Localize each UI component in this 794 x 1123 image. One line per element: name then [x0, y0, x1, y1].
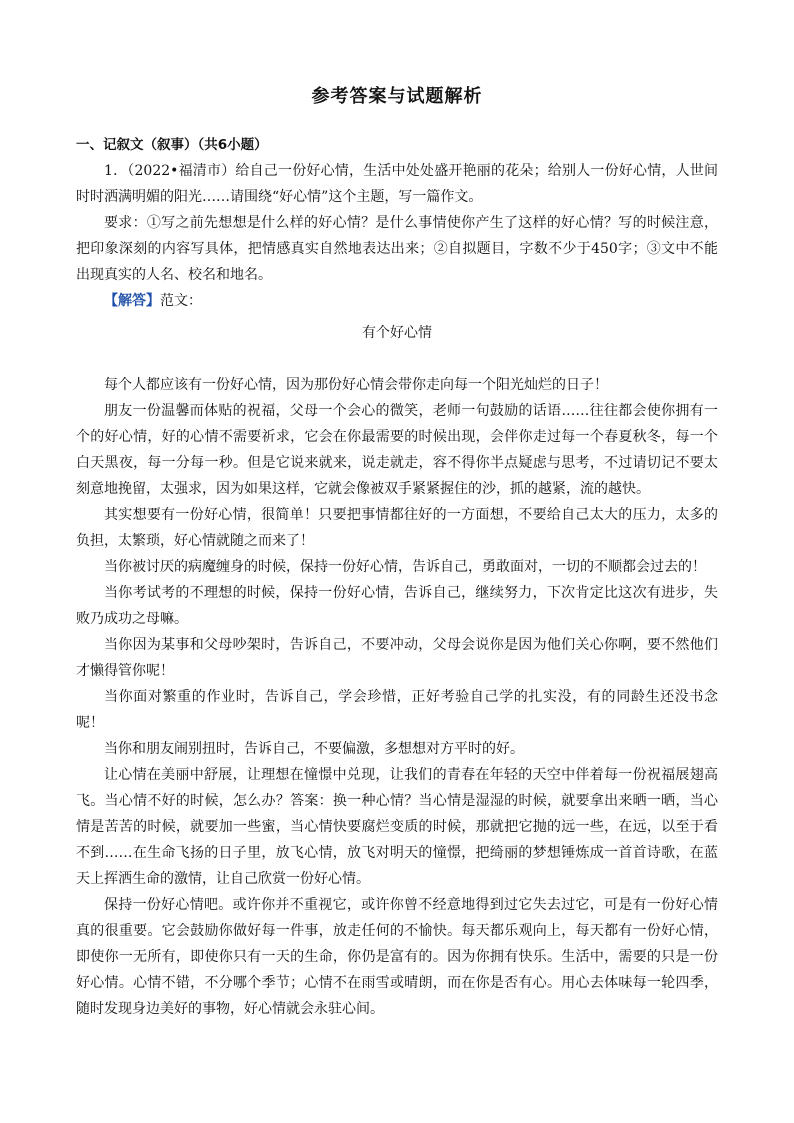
document-title: 参考答案与试题解析 — [311, 86, 483, 107]
requirement-text: 要求：①写之前先想想是什么样的好心情？是什么事情使你产生了这样的好心情？写的时候注意，把印象深刻的内容写具体，把情感真实自然地表达出来；②自拟题目，字数不少于450字；③文中不能出现真实的人名、校名和地名。 — [76, 215, 718, 283]
essay-paragraph: 当你面对繁重的作业时，告诉自己，学会珍惜，正好考验自己学的扎实没，有的同龄生还没书念呢！ — [76, 689, 718, 731]
essay-paragraph: 当你因为某事和父母吵架时，告诉自己，不要冲动，父母会说你是因为他们关心你啊，要不然他们才懒得管你呢！ — [76, 637, 718, 679]
essay-paragraph: 每个人都应该有一份好心情，因为那份好心情会带你走向每一个阳光灿烂的日子！ — [104, 377, 608, 393]
essay-paragraph: 朋友一份温馨而体贴的祝福，父母一个会心的微笑，老师一句鼓励的话语……往往都会使你拥有一个的好心情，好的心情不需要祈求，它会在你最需要的时候出现，会伴你走过每一个春夏秋冬，每一个白天黑夜，每一分每一秒。但是它说来就来，说走就走，容不得你半点疑虑与思考，不过请切记不要太刻意地挽留，太强求，因为如果这样，它就会像被双手紧紧握住的沙，抓的越紧，流的越快。 — [76, 403, 718, 497]
essay-paragraph: 保持一份好心情吧。或许你并不重视它，或许你曾不经意地得到过它失去过它，可是有一份好心情真的很重要。它会鼓励你做好每一件事，放走任何的不愉快。每天都乐观向上，每天都有一份好心情，即使你一无所有，即使你只有一天的生命，你仍是富有的。因为你拥有快乐。生活中，需要的只是一份好心情。心情不错，不分哪个季节；心情不在雨雪或晴朗，而在你是否有心。用心去体味每一轮四季，随时发现身边美好的事物，好心情就会永驻心间。 — [76, 897, 718, 1017]
essay-paragraph: 当你考试考的不理想的时候，保持一份好心情，告诉自己，继续努力，下次肯定比这次有进步，失败乃成功之母嘛。 — [76, 585, 718, 627]
section-heading: 一、记叙文（叙事）（共6小题） — [76, 137, 268, 153]
question-text: 1．（2022•福清市）给自己一份好心情，生活中处处盛开艳丽的花朵；给别人一份好心情，人世间时时洒满明媚的阳光……请围绕“好心情”这个主题，写一篇作文。 — [76, 163, 718, 205]
essay-title: 有个好心情 — [362, 325, 432, 341]
essay-paragraph: 当你被讨厌的病魔缠身的时候，保持一份好心情，告诉自己，勇敢面对，一切的不顺都会过去的！ — [104, 559, 706, 575]
essay-paragraph: 其实想要有一份好心情，很简单！只要把事情都往好的一方面想，不要给自己太大的压力，太多的负担，太繁琐，好心情就随之而来了！ — [76, 507, 718, 549]
essay-paragraph: 当你和朋友闹别扭时，告诉自己，不要偏激，多想想对方平时的好。 — [104, 741, 524, 757]
answer-line — [76, 288, 718, 314]
essay-paragraph: 让心情在美丽中舒展，让理想在憧憬中兑现，让我们的青春在年轻的天空中伴着每一份祝福展翅高飞。当心情不好的时候，怎么办？答案：换一种心情？当心情是湿湿的时候，就要拿出来晒一晒，当心情是苦苦的时候，就要加一些蜜，当心情快要腐烂变质的时候，那就把它抛的远一些，在远，以至于看不到……在生命飞扬的日子里，放飞心情，放飞对明天的憧憬，把绮丽的梦想锤炼成一首首诗歌，在蓝天上挥洒生命的激情，让自己欣赏一份好心情。 — [76, 767, 718, 887]
answer-prefix: 范文： — [160, 293, 202, 309]
answer-label: 【解答】 — [104, 293, 160, 309]
